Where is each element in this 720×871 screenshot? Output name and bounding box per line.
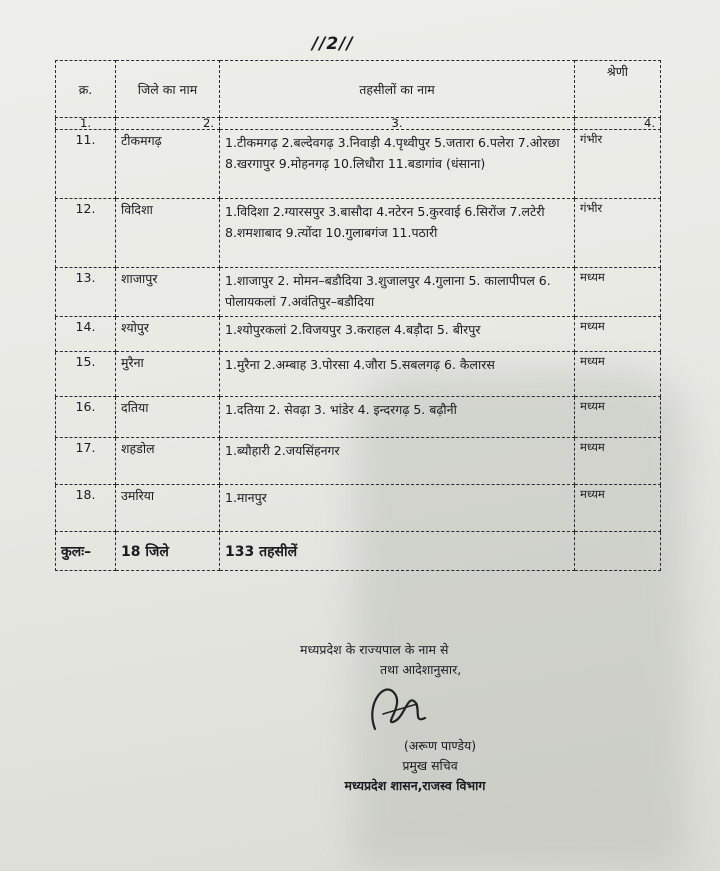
row-tehsils: 1.श्योपुरकलां 2.विजयपुर 3.कराहल 4.बड़ौदा 5. बीरपुर [220, 317, 575, 352]
header-category: श्रेणी [575, 61, 661, 118]
row-sr: 13. [56, 268, 116, 317]
row-sr: 11. [56, 130, 116, 199]
row-tehsils: 1.टीकमगढ़ 2.बल्देवगढ़ 3.निवाड़ी 4.पृथ्वीपुर 5.जतारा 6.पलेरा 7.ओरछा 8.खरगापुर 9.मोहनगढ़ 10.लिधौरा 11.बडागांव (धंसाना) [220, 130, 575, 199]
signature-block [300, 640, 550, 796]
row-category: गंभीर [575, 130, 661, 199]
row-category: मध्यम [575, 485, 661, 532]
row-district: विदिशा [116, 199, 220, 268]
header-district: जिले का नाम [116, 61, 220, 118]
row-district: दतिया [116, 397, 220, 438]
designation: प्रमुख सचिव [402, 758, 458, 773]
row-sr: 17. [56, 438, 116, 485]
total-row [56, 532, 661, 571]
total-empty [575, 532, 661, 571]
column-number-1: 1. [56, 118, 116, 130]
row-category: मध्यम [575, 438, 661, 485]
row-district: मुरैना [116, 352, 220, 397]
row-tehsils: 1.मानपुर [220, 485, 575, 532]
row-tehsils: 1.शाजापुर 2. मोमन–बडौदिया 3.शुजालपुर 4.गुलाना 5. कालापीपल 6. पोलायकलां 7.अवंतिपुर–बडौदिया [220, 268, 575, 317]
table-row [56, 130, 661, 199]
row-sr: 16. [56, 397, 116, 438]
row-district: श्योपुर [116, 317, 220, 352]
table-row [56, 317, 661, 352]
row-category: मध्यम [575, 352, 661, 397]
header-row [56, 61, 661, 118]
table-row [56, 199, 661, 268]
secretary-name: (अरूण पाण्डेय) [403, 738, 477, 753]
total-districts: 18 जिले [116, 532, 220, 571]
row-category: मध्यम [575, 268, 661, 317]
signature-scribble-icon [355, 674, 435, 736]
row-tehsils: 1.ब्यौहारी 2.जयसिंहनगर [220, 438, 575, 485]
row-category: मध्यम [575, 397, 661, 438]
order-line-1: मध्यप्रदेश के राज्यपाल के नाम से [300, 642, 449, 657]
table-row [56, 485, 661, 532]
row-sr: 12. [56, 199, 116, 268]
row-category: गंभीर [575, 199, 661, 268]
table-row [56, 397, 661, 438]
row-district: टीकमगढ़ [116, 130, 220, 199]
row-sr: 18. [56, 485, 116, 532]
column-number-2: 2. [116, 118, 220, 130]
row-tehsils: 1.मुरैना 2.अम्बाह 3.पोरसा 4.जौरा 5.सबलगढ़ 6. कैलारस [220, 352, 575, 397]
header-sr: क्र. [56, 61, 116, 118]
column-number-3: 3. [220, 118, 575, 130]
header-tehsils: तहसीलों का नाम [220, 61, 575, 118]
row-tehsils: 1.दतिया 2. सेवढ़ा 3. भांडेर 4. इन्दरगढ़ 5. बढ़ौनी [220, 397, 575, 438]
row-district: शहडोल [116, 438, 220, 485]
row-sr: 15. [56, 352, 116, 397]
table-row [56, 438, 661, 485]
order-line-2: तथा आदेशानुसार, [380, 662, 462, 677]
page-number: //2// [312, 34, 354, 54]
row-category: मध्यम [575, 317, 661, 352]
row-tehsils: 1.विदिशा 2.ग्यारसपुर 3.बासौदा 4.नटेरन 5.कुरवाई 6.सिरोंज 7.लटेरी 8.शमशाबाद 9.त्योंदा 10.गुलाबगंज 11.पठारी [220, 199, 575, 268]
row-district: उमरिया [116, 485, 220, 532]
total-tehsils: 133 तहसीलें [220, 532, 575, 571]
total-label: कुलः– [56, 532, 116, 571]
tehsil-table [55, 60, 661, 571]
column-number-4: 4. [575, 118, 661, 130]
row-sr: 14. [56, 317, 116, 352]
row-district: शाजापुर [116, 268, 220, 317]
table-row [56, 352, 661, 397]
table-row [56, 268, 661, 317]
department: मध्यप्रदेश शासन,राजस्व विभाग [344, 778, 486, 793]
column-number-row [56, 118, 661, 130]
handwritten-signature [300, 680, 550, 736]
